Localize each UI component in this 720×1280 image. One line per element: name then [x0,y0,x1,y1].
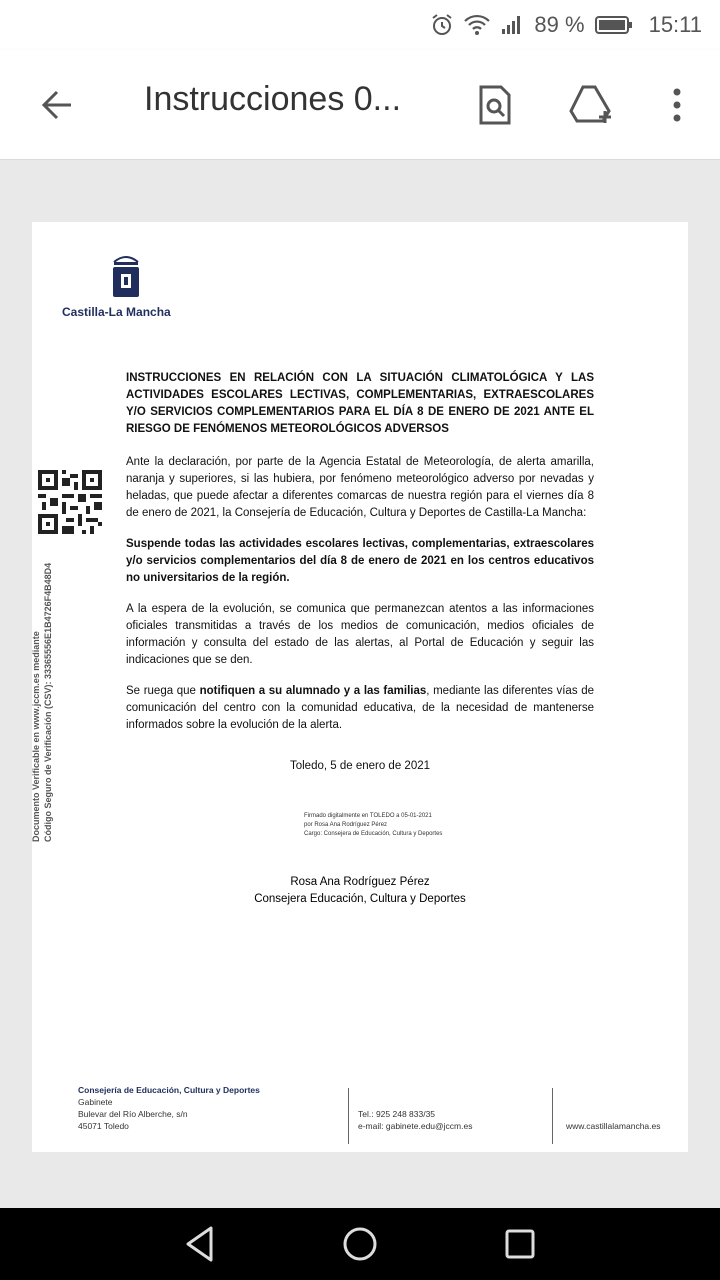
add-to-drive-icon [569,85,617,125]
signature-stamp [304,812,442,839]
stamp-line-2: por Rosa Ana Rodríguez Pérez [304,822,388,828]
nav-recents-button[interactable] [490,1214,550,1274]
footer-address [78,1084,260,1132]
find-in-page-icon [477,85,513,125]
footer-city: 45071 Toledo [78,1121,129,1131]
document-footer [78,1084,668,1144]
footer-tel: Tel.: 925 248 833/35 [358,1109,436,1119]
back-arrow-icon [39,87,75,123]
app-bar [0,50,720,160]
status-bar [0,0,720,50]
wifi-icon [464,14,490,36]
footer-divider [552,1088,553,1144]
battery-percent: 89 % [534,12,585,37]
paragraph-4-post: , mediante las diferentes vías de comunicación del centro con la comunidad educativa, de la necesidad de mantenerse informados sobre la evolución de la alerta. [126,685,594,731]
footer-web: www.castillalamancha.es [566,1121,661,1131]
footer-email: e-mail: gabinete.edu@jccm.es [358,1121,473,1131]
document-page [32,222,688,1152]
stamp-line-1: Firmado digitalmente en TOLEDO a 05-01-2021 [304,813,432,819]
document-viewer[interactable] [0,160,720,1208]
qr-code [38,470,102,534]
paragraph-1: Ante la declaración, por parte de la Agencia Estatal de Meteorología, de alerta amarilla, naranja y superiores, si las hubiera, por fenómeno meteorológico adverso por nevadas y heladas, que puede afectar a diferentes comarcas de nuestra región para el viernes día 8 de enero de 2021, la Consejería de Educación, Cultura y Deportes de Castilla-La Mancha: [126,456,594,519]
verification-side-text [30,563,54,842]
status-icons [430,8,702,42]
find-in-page-button[interactable] [468,78,522,132]
stamp-line-3: Cargo: Consejera de Educación, Cultura y Deportes [304,831,443,837]
verification-line-1: Documento Verificable en www.jccm.es mediante [31,631,41,842]
alarm-icon [430,13,454,37]
more-vert-icon [672,87,682,123]
paragraph-4 [126,683,594,734]
footer-dept: Gabinete [78,1097,113,1107]
home-circle-icon [341,1225,379,1263]
footer-contact [358,1108,472,1132]
footer-street: Bulevar del Río Alberche, s/n [78,1109,188,1119]
footer-org: Consejería de Educación, Cultura y Deportes [78,1085,260,1095]
nav-home-button[interactable] [330,1214,390,1274]
signer-name: Rosa Ana Rodríguez Pérez [290,876,430,888]
document-heading: INSTRUCCIONES EN RELACIÓN CON LA SITUACIÓN CLIMATOLÓGICA Y LAS ACTIVIDADES ESCOLARES LECTIVAS, COMPLEMENTARIAS, EXTRAESCOLARES Y/O SERVICIOS COMPLEMENTARIOS PARA EL DÍA 8 DE ENERO DE 2021 ANTE EL RIESGO DE FENÓMENOS METEOROLÓGICOS ADVERSOS [126,372,594,435]
verification-line-2: Código Seguro de Verificación (CSV): 33365556E1B4726F4B48D4 [43,562,53,842]
back-button[interactable] [30,78,84,132]
signer-role: Consejera Educación, Cultura y Deportes [254,893,466,905]
document-body [126,370,594,772]
recents-square-icon [503,1227,537,1261]
paragraph-4-bold: notifiquen a su alumnado y a las familias [199,685,427,697]
place-date: Toledo, 5 de enero de 2021 [289,760,431,772]
signal-icon [500,14,524,36]
paragraph-4-pre: Se ruega que [126,685,200,697]
logo-text: Castilla-La Mancha [62,305,171,319]
footer-divider [348,1088,349,1144]
nav-back-button[interactable] [170,1214,230,1274]
back-triangle-icon [183,1225,217,1263]
add-to-drive-button[interactable] [566,78,620,132]
clock: 15:11 [648,12,702,37]
document-title: Instrucciones 0... [144,80,402,118]
navigation-bar [0,1208,720,1280]
more-options-button[interactable] [650,78,704,132]
paragraph-3: A la espera de la evolución, se comunica que permanezcan atentos a las informaciones oficiales transmitidas a través de los medios de comunicación, medios oficiales de información y consulta del estado de las alertas, al Portal de Educación y seguir las indicaciones que se den. [126,603,594,666]
battery-icon [595,15,633,35]
paragraph-2: Suspende todas las actividades escolares lectivas, complementarias, extraescolares y/o servicios complementarios del día 8 de enero de 2021 en los centros educativos no universitarios de la región. [126,538,594,584]
signer-block [126,874,594,908]
